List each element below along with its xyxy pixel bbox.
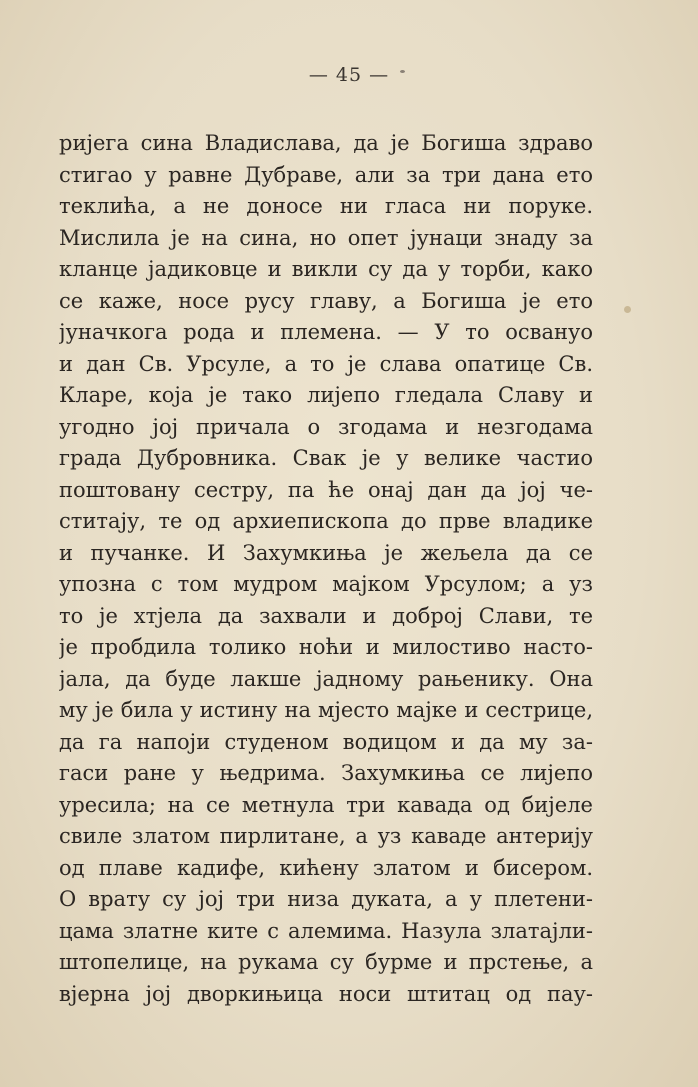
text-line: упозна с том мудром мајком Урсулом; а уз xyxy=(59,572,593,596)
text-line: јуначкога рода и племена. — У то освануо xyxy=(59,320,593,344)
text-line: јала, да буде лакше јадному рањенику. Она xyxy=(59,666,593,691)
text-line: уресила; на се метнула три кавада од бијеле xyxy=(59,792,593,817)
text-line: вјерна јој дворкињица носи штитац од пау- xyxy=(59,981,593,1006)
text-line: ститају, те од архиепископа до прве владике xyxy=(59,509,593,533)
text-line: Кларе, која је тако лијепо гледала Славу и xyxy=(59,383,593,407)
page-number: — 45 — xyxy=(308,64,390,86)
text-line: града Дубровника. Свак је у велике частио xyxy=(59,446,593,470)
text-line: О врату су јој три низа дуката, а у плетени- xyxy=(59,887,593,911)
text-line: теклића, а не доносе ни гласа ни поруке. xyxy=(59,194,593,218)
text-line: свиле златом пирлитане, а уз каваде антерију xyxy=(59,824,593,848)
text-line: кланце јадиковце и викли су да у торби, како xyxy=(59,257,593,281)
text-line: ријега сина Владислава, да је Богиша здраво xyxy=(59,131,593,155)
text-line: угодно јој причала о згодама и незгодама xyxy=(59,414,593,439)
text-line: поштовану сестру, па ће онај дан да јој че- xyxy=(59,477,593,502)
text-line: му је била у истину на мјесто мајке и сестрице, xyxy=(59,698,593,722)
body-text xyxy=(59,128,593,1010)
text-line: да га напоји студеном водицом и да му за- xyxy=(59,729,593,754)
text-line: Мислила је на сина, но опет јунаци знаду за xyxy=(59,225,593,250)
text-line: и пучанке. И Захумкиња је жељела да се xyxy=(59,540,593,565)
text-line: штопелице, на рукама су бурме и прстење, а xyxy=(59,950,593,974)
text-line: се каже, носе русу главу, а Богиша је ето xyxy=(59,288,593,313)
text-line: цама златне ките с алемима. Назула златајли- xyxy=(59,918,593,943)
text-line: стигао у равне Дубраве, али за три дана ето xyxy=(59,162,593,187)
text-line: и дан Св. Урсуле, а то је слава опатице Св. xyxy=(59,351,593,376)
text-line: од плаве кадифе, кићену златом и бисером. xyxy=(59,855,593,880)
text-line: то је хтјела да захвали и доброј Слави, те xyxy=(59,603,593,628)
paper-speck xyxy=(624,306,631,313)
text-line: гаси ране у њедрима. Захумкиња се лијепо xyxy=(59,761,593,785)
text-line: је пробдила толико ноћи и милостиво насто- xyxy=(59,635,593,659)
